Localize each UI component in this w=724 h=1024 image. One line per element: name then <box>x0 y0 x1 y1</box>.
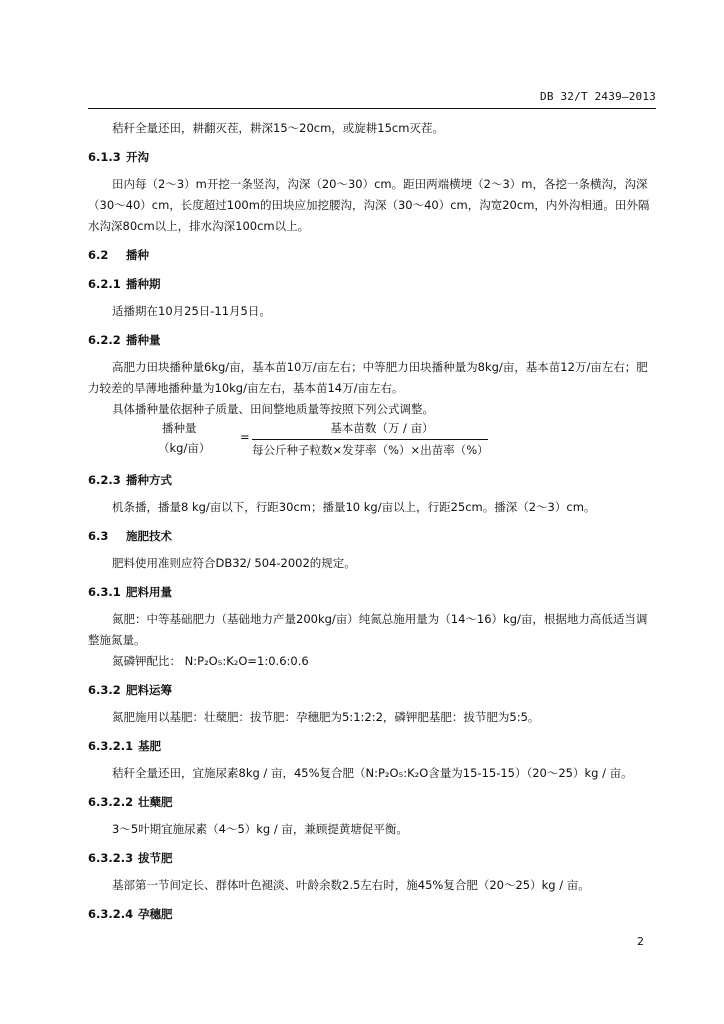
section-heading-6-3 <box>88 526 656 547</box>
paragraph: 田内每（2～3）m开挖一条竖沟，沟深（20～30）cm。距田两端横埂（2～3）m，各挖一条横沟，沟深（30～40）cm，长度超过100m的田块应加挖腰沟，沟深（30～40）cm，沟宽20cm，内外沟相通。田外隔水沟深80cm以上，排水沟深100cm以上。 <box>88 177 650 233</box>
paragraph: 氮肥：中等基础肥力（基础地力产量200kg/亩）纯氮总施用量为（14～16）kg/亩，根据地力高低适当调整施氮量。 <box>88 612 648 647</box>
formula-equals: = <box>240 430 250 444</box>
section-title: 播种 <box>126 248 150 262</box>
section-title: 开沟 <box>126 150 150 164</box>
page-number: 2 <box>637 935 644 948</box>
section-heading-6-1-3 <box>88 147 656 168</box>
section-number: 6.3.2.2 <box>88 795 134 809</box>
formula-numerator: 基本苗数（万 / 亩） <box>330 421 434 435</box>
section-title: 壮蘖肥 <box>138 795 173 809</box>
section-number: 6.3.2.4 <box>88 907 134 921</box>
section-number: 6.2.3 <box>88 473 121 487</box>
page-content <box>88 118 656 925</box>
section-number: 6.3 <box>88 529 109 543</box>
paragraph: 氮磷钾配比： N:P₂O₅:K₂O=1:0.6:0.6 <box>112 654 309 668</box>
section-title: 肥料运筹 <box>126 683 173 697</box>
section-title: 孕穗肥 <box>138 907 173 921</box>
section-heading-6-2-3 <box>88 470 656 491</box>
paragraph: 高肥力田块播种量6kg/亩，基本苗10万/亩左右；中等肥力田块播种量为8kg/亩，基本苗12万/亩左右；肥力较差的旱薄地播种量为10kg/亩左右，基本苗14万/亩左右。 <box>88 360 648 395</box>
paragraph: 机条播，播量8 kg/亩以下，行距30cm；播量10 kg/亩以上，行距25cm。播深（2～3）cm。 <box>112 500 596 514</box>
formula-lhs-name: 播种量 <box>162 421 197 435</box>
section-heading-6-2 <box>88 245 656 266</box>
paragraph: 具体播种量依据种子质量、田间整地质量等按照下列公式调整。 <box>112 402 434 416</box>
paragraph: 肥料使用准则应符合DB32/ 504-2002的规定。 <box>112 556 356 570</box>
fraction-bar <box>252 439 488 440</box>
section-heading-6-3-2-2 <box>88 792 656 813</box>
section-heading-6-3-2-1 <box>88 736 656 757</box>
paragraph: 秸秆全量还田，宜施尿素8kg / 亩，45%复合肥（N:P₂O₅:K₂O含量为15-15-15）（20～25）kg / 亩。 <box>112 766 633 780</box>
section-number: 6.3.2.3 <box>88 851 134 865</box>
paragraph: 秸秆全量还田，耕翻灭茬，耕深15～20cm，或旋耕15cm灭茬。 <box>112 121 444 135</box>
standard-code: DB 32/T 2439—2013 <box>540 90 656 103</box>
section-number: 6.2.2 <box>88 333 121 347</box>
section-heading-6-3-2-4 <box>88 904 656 925</box>
section-title: 播种方式 <box>126 473 173 487</box>
section-number: 6.3.1 <box>88 585 121 599</box>
section-title: 拔节肥 <box>138 851 173 865</box>
formula-lhs-unit: （kg/亩） <box>158 441 211 455</box>
section-title: 施肥技术 <box>126 529 173 543</box>
section-number: 6.2.1 <box>88 277 121 291</box>
section-number: 6.1.3 <box>88 150 121 164</box>
section-number: 6.3.2.1 <box>88 739 134 753</box>
paragraph: 基部第一节间定长、群体叶色褪淡、叶龄余数2.5左右时，施45%复合肥（20～25）kg / 亩。 <box>112 878 590 892</box>
section-number: 6.2 <box>88 248 109 262</box>
section-heading-6-2-1 <box>88 274 656 295</box>
section-title: 基肥 <box>138 739 162 753</box>
section-heading-6-2-2 <box>88 330 656 351</box>
paragraph: 3～5叶期宜施尿素（4～5）kg / 亩，兼顾提黄塘促平衡。 <box>112 822 408 836</box>
seeding-rate-formula <box>148 420 656 464</box>
section-title: 播种期 <box>126 277 161 291</box>
paragraph: 适播期在10月25日-11月5日。 <box>112 304 271 318</box>
section-number: 6.3.2 <box>88 683 121 697</box>
paragraph: 氮肥施用以基肥：壮蘖肥：拔节肥：孕穗肥为5:1:2:2，磷钾肥基肥：拔节肥为5:5。 <box>112 710 540 724</box>
section-title: 肥料用量 <box>126 585 173 599</box>
section-heading-6-3-1 <box>88 582 656 603</box>
section-title: 播种量 <box>126 333 161 347</box>
header-rule <box>88 108 656 109</box>
formula-denominator: 每公斤种子粒数×发芽率（%）×出苗率（%） <box>252 443 489 457</box>
section-heading-6-3-2-3 <box>88 848 656 869</box>
section-heading-6-3-2 <box>88 680 656 701</box>
